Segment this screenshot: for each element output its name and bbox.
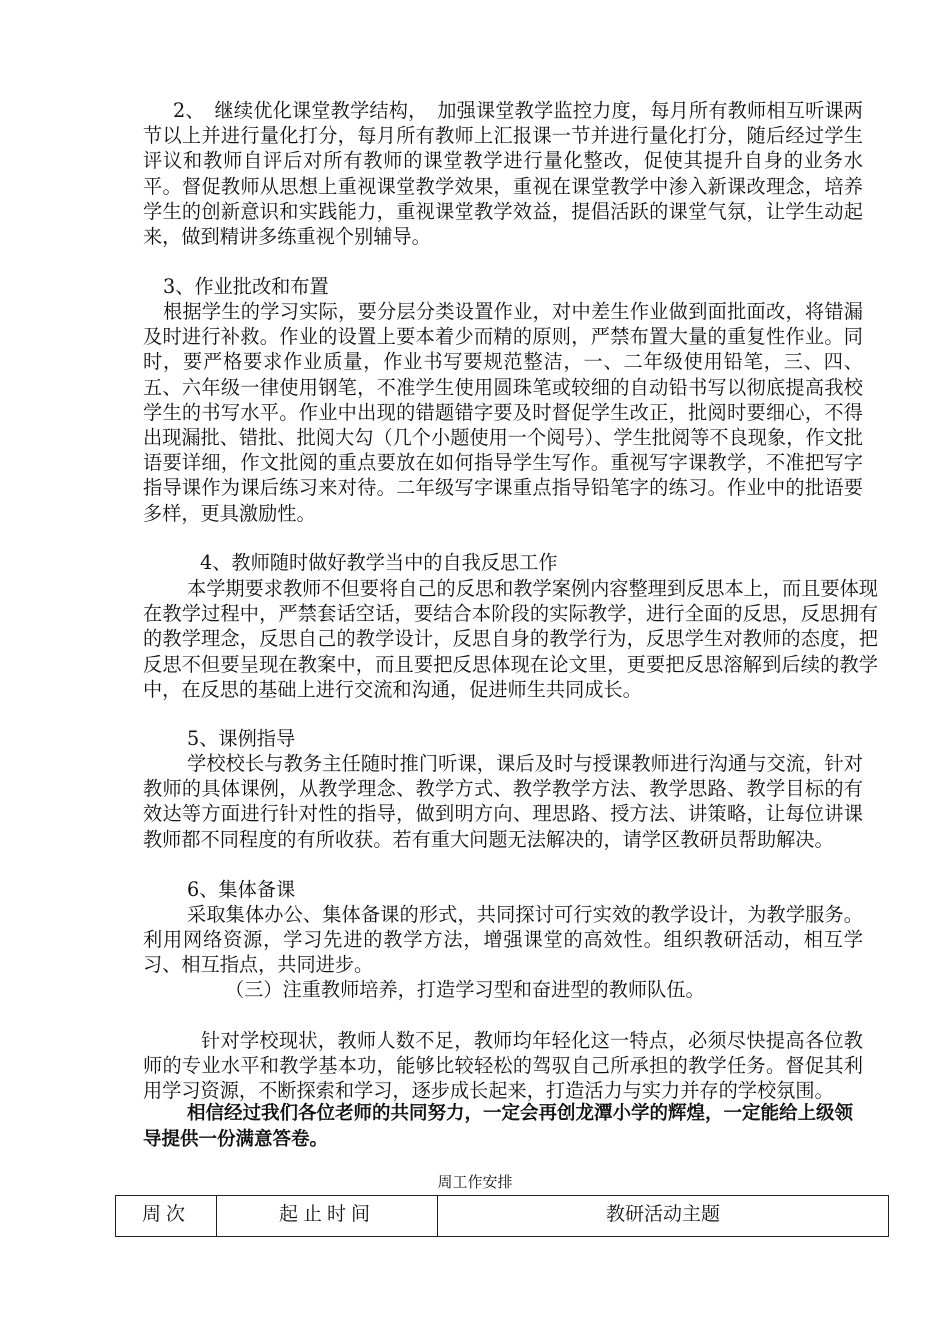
header-date-range: 起止时间 [217, 1196, 438, 1237]
paragraph-teacher-training: 针对学校现状，教师人数不足，教师均年轻化这一特点，必须尽快提高各位教师的专业水平和教学基本功，能够比较轻松的驾驭自己所承担的教学任务。督促其利用学习资源，不断探索和学习，逐步成长起来，打造活力与实力并存的学校氛围。 [143, 1029, 863, 1103]
paragraph-lesson-guidance: 学校校长与教务主任随时推门听课，课后及时与授课教师进行沟通与交流，针对教师的具体课例，从教学理念、教学方式、教学教学方法、教学思路、教学目标的有效达等方面进行针对性的指导，做到明方向、理思路、授方法、讲策略，让每位讲课教师都不同程度的有所收获。若有重大问题无法解决的，请学区教研员帮助解决。 [143, 752, 863, 851]
schedule-header-row [116, 1196, 889, 1237]
paragraph-homework: 根据学生的学习实际，要分层分类设置作业，对中差生作业做到面批面改，将错漏及时进行补救。作业的设置上要本着少而精的原则，严禁布置大量的重复性作业。同时，要严格要求作业质量，作业书写要规范整洁，一、二年级使用铅笔，三、四、五、六年级一律使用钢笔，不准学生使用圆珠笔或较细的自动铅书写以彻底提高我校学生的书写水平。作业中出现的错题错字要及时督促学生改正，批阅时要细心，不得出现漏批、错批、批阅大勾（几个小题使用一个阅号）、学生批阅等不良现象，作文批语要详细，作文批阅的重点要放在如何指导学生写作。重视写字课教学，不准把写字指导课作为课后练习来对待。二年级写字课重点指导铅笔字的练习。作业中的批语要多样，更具激励性。 [143, 300, 863, 525]
heading-collective-prep: 6、集体备课 [187, 878, 296, 901]
header-activity-theme: 教研活动主题 [438, 1196, 889, 1237]
heading-reflection: 4、教师随时做好教学当中的自我反思工作 [200, 551, 558, 574]
paragraph-reflection: 本学期要求教师不但要将自己的反思和教学案例内容整理到反思本上，而且要体现在教学过程中，严禁套话空话，要结合本阶段的实际教学，进行全面的反思，反思拥有的教学理念，反思自己的教学设计，反思自身的教学行为，反思学生对教师的态度，把反思不但要呈现在教案中，而且要把反思体现在论文里，更要把反思溶解到后续的教学中，在反思的基础上进行交流和沟通，促进师生共同成长。 [143, 577, 878, 701]
closing-statement: 相信经过我们各位老师的共同努力，一定会再创龙潭小学的辉煌，一定能给上级领导提供一份满意答卷。 [143, 1103, 854, 1150]
schedule-title: 周工作安排 [437, 1173, 513, 1191]
heading-teacher-training: （三）注重教师培养，打造学习型和奋进型的教师队伍。 [225, 978, 705, 1001]
heading-homework: 3、作业批改和布置 [163, 275, 329, 298]
heading-lesson-guidance: 5、课例指导 [187, 727, 296, 750]
paragraph-classroom-structure: 2、 继续优化课堂教学结构， 加强课堂教学监控力度，每月所有教师相互听课两节以上并进行量化打分，每月所有教师上汇报课一节并进行量化打分，随后经过学生评议和教师自评后对所有教师的课堂教学进行量化整改，促使其提升自身的业务水平。督促教师从思想上重视课堂教学效果，重视在课堂教学中渗入新课改理念，培养学生的创新意识和实践能力，重视课堂教学效益，提倡活跃的课堂气氛，让学生动起来，做到精讲多练重视个别辅导。 [143, 99, 863, 249]
paragraph-collective-prep: 采取集体办公、集体备课的形式，共同探讨可行实效的教学设计，为教学服务。利用网络资源，学习先进的教学方法，增强课堂的高效性。组织教研活动，相互学习、相互指点，共同进步。 [143, 903, 863, 977]
schedule-table [115, 1195, 889, 1237]
header-week: 周次 [116, 1196, 217, 1237]
